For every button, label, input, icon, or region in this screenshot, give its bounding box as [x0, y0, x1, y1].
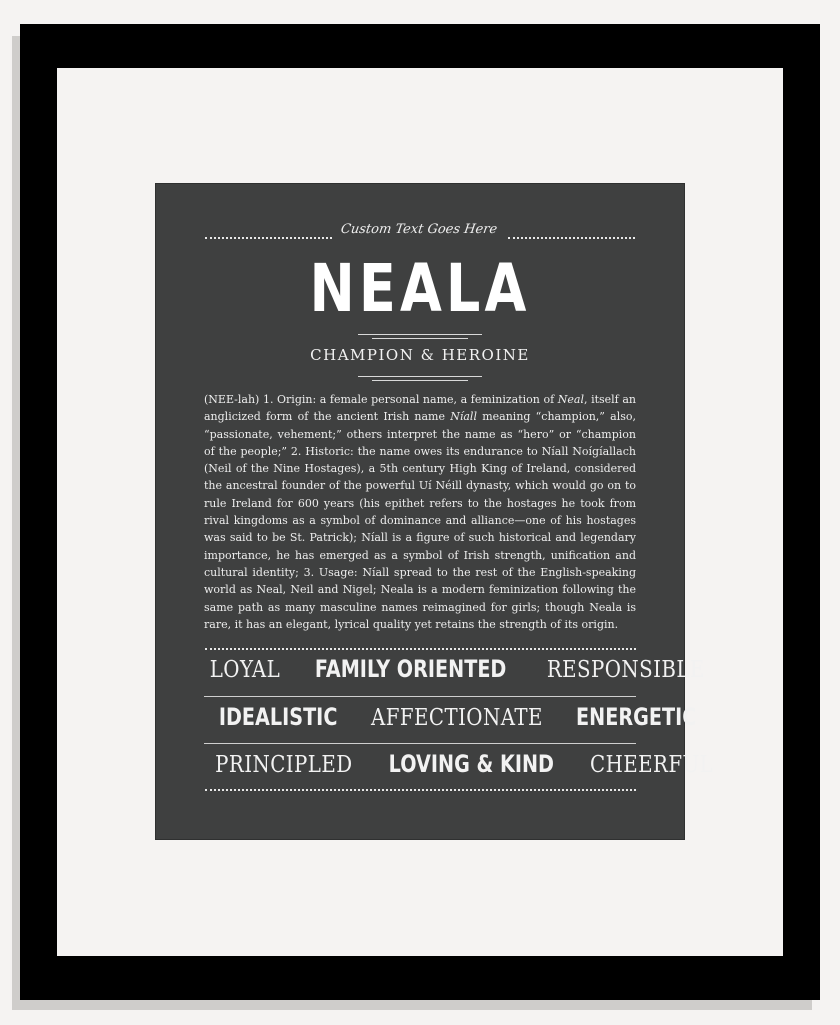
- trait: ENERGETIC: [576, 703, 697, 731]
- traits-separator-1: [204, 696, 636, 697]
- trait: AFFECTIONATE: [370, 705, 543, 731]
- trait: LOYAL: [209, 657, 281, 683]
- rule-top-1: [358, 334, 482, 335]
- traits-row-1: [204, 655, 706, 683]
- custom-text: Custom Text Goes Here: [339, 222, 499, 237]
- traits-row-3: [204, 750, 713, 778]
- trait: FAMILY ORIENTED: [314, 655, 506, 683]
- traits-separator-2: [204, 743, 636, 744]
- rule-top-2: [372, 338, 468, 339]
- trait: CHEERFUL: [589, 752, 713, 778]
- dotted-divider-left: [205, 237, 332, 239]
- trait: RESPONSIBLE: [547, 657, 706, 683]
- dotted-divider-right: [508, 237, 635, 239]
- name-meaning: CHAMPION & HEROINE: [310, 346, 530, 364]
- name-title: NEALA: [309, 250, 531, 327]
- trait: PRINCIPLED: [215, 752, 353, 778]
- dotted-divider-traits-bottom: [205, 789, 636, 791]
- trait: IDEALISTIC: [218, 703, 338, 731]
- name-description: (NEE-lah) 1. Origin: a female personal name, a feminization of Neal, itself an anglicized form of the ancient Irish name Níall meaning “champion,” also, “passionate, vehement;” others interpret the name as “hero” or “champion of the people;” 2. Historic: the name owes its endurance to Níall Noígíallach (Neil of the Nine Hostages), a 5th century High King of Ireland, considered the ancestral founder of the powerful Uí Néill dynasty, which would go on to rule Ireland for 600 years (his epithet refers to the hostages he took from rival kingdoms as a symbol of dominance and alliance—one of his hostages was said to be St. Patrick); Níall is a figure of such historical and legendary importance, he has emerged as a symbol of Irish strength, unification and cultural identity; 3. Usage: Níall spread to the rest of the English-speaking world as Neal, Neil and Nigel; Neala is a modern feminization following the same path as many masculine names reimagined for girls; though Neala is rare, it has an elegant, lyrical quality yet retains the strength of its origin.: [204, 393, 636, 631]
- dotted-divider-traits-top: [205, 648, 636, 650]
- rule-bottom-1: [358, 376, 482, 377]
- rule-bottom-2: [372, 380, 468, 381]
- trait: LOVING & KIND: [388, 750, 555, 778]
- traits-row-2: [204, 703, 697, 731]
